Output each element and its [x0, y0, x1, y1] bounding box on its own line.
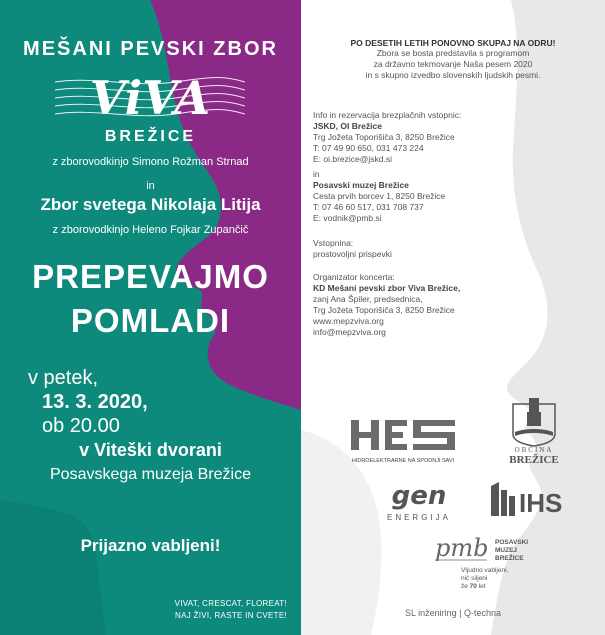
choir-leader-1: z zborovodkinjo Simono Rožman Strnad [52, 156, 249, 168]
pmb-tag3-post: let [476, 583, 486, 590]
org2-phone: T: 07 46 60 517, 031 708 737 [313, 202, 424, 212]
organizer-email[interactable]: info@mepzviva.org [313, 327, 386, 337]
org2-name: Posavski muzej Brežice [313, 180, 409, 190]
pmb-line1: POSAVSKI [495, 539, 529, 546]
pmb-word: pmb [435, 534, 489, 562]
concert-day: v petek, [28, 367, 99, 389]
org2-address: Cesta prvih borcev 1, 8250 Brežice [313, 191, 446, 201]
hes-logo [351, 414, 456, 466]
intro-line1: Zbora se bosta predstavila s programom [376, 48, 530, 58]
concert-title-line2: POMLADI [70, 302, 231, 339]
obcina-brezice-logo [499, 394, 569, 464]
guest-choir-name: Zbor svetega Nikolaja Litija [40, 195, 261, 214]
organizer-info [313, 272, 460, 338]
motto-line2: NAJ ŽIVI, RASTE IN CVETE! [175, 611, 287, 620]
date-block [28, 366, 148, 438]
organizer-title: Organizator koncerta: [313, 272, 395, 282]
info-conjunction: in [313, 169, 320, 179]
right-panel [301, 0, 605, 635]
gen-word: gen [391, 481, 447, 511]
motto-line1: VIVAT, CRESCAT, FLOREAT! [174, 599, 287, 608]
organizer-web[interactable]: www.mepzviva.org [313, 316, 384, 326]
entry-title: Vstopnina: [313, 238, 354, 248]
left-panel [0, 0, 301, 635]
concert-date: 13. 3. 2020, [42, 391, 148, 413]
org1-address: Trg Jožeta Toporišiča 3, 8250 Brežice [313, 132, 455, 142]
pmb-logo [431, 534, 551, 594]
concert-title-line1: PREPEVAJMO [32, 258, 269, 295]
pmb-tag3-pre: že [461, 583, 470, 590]
intro [313, 48, 593, 81]
concert-time: ob 20.00 [42, 415, 120, 437]
gen-energija-logo [379, 478, 461, 524]
gen-caption: ENERGIJA [386, 513, 452, 522]
footer-credits: SL inženiring | Q-techna [404, 608, 502, 618]
pmb-tag1: Vljudno vabljeni, [461, 567, 509, 574]
obcina-line1: OBČINA [514, 446, 554, 454]
ihs-logo [489, 482, 585, 516]
reservation-info [313, 110, 461, 224]
choir-leader-2: z zborovodkinjo Heleno Fojkar Zupančič [52, 224, 249, 236]
viva-logo-word: ViVA [89, 71, 211, 125]
intro-line3: in s skupno izvedbo slovenskih ljudskih pesmi. [365, 70, 541, 80]
entry-value: prostovoljni prispevki [313, 249, 392, 259]
intro-line2: za državno tekmovanje Naša pesem 2020 [373, 59, 533, 69]
venue-hall: v Viteški dvorani [79, 440, 222, 460]
pmb-tag3-num: 70 [469, 583, 477, 590]
pmb-line3: BREŽICE [495, 555, 524, 562]
organizer-name: KD Mešani pevski zbor Viva Brežice, [313, 283, 461, 293]
org1-name: JSKD, OI Brežice [313, 121, 382, 131]
org2-email[interactable]: E: vodnik@pmb.si [313, 213, 382, 223]
pmb-tag3 [461, 583, 486, 590]
org1-phone: T: 07 49 90 650, 031 473 224 [313, 143, 424, 153]
choir-name: MEŠANI PEVSKI ZBOR [23, 38, 278, 60]
organizer-rep: zanj Ana Špiler, predsednica, [313, 294, 423, 304]
viva-logo [55, 62, 245, 132]
hes-caption: HIDROELEKTRARNE NA SPODNJI SAVI [351, 458, 455, 464]
ihs-text: IHS [519, 488, 563, 516]
venue-museum: Posavskega muzeja Brežice [50, 466, 251, 483]
entry-info [313, 238, 392, 260]
pmb-line2: MUZEJ [495, 547, 518, 554]
organizer-address: Trg Jožeta Toporišiča 3, 8250 Brežice [313, 305, 455, 315]
obcina-line2: BREŽICE [509, 454, 559, 464]
motto [175, 598, 287, 622]
org1-email[interactable]: E: oi.brezice@jskd.si [313, 154, 393, 164]
pmb-tag2: nič siljeni [461, 575, 488, 582]
headline: PO DESETIH LETIH PONOVNO SKUPAJ NA ODRU! [350, 38, 556, 48]
welcome-text: Prijazno vabljeni! [80, 536, 221, 555]
choir-town: BREŽICE [104, 128, 197, 145]
info-title: Info in rezervacija brezplačnih vstopnic: [313, 110, 462, 120]
conjunction-in: in [146, 180, 155, 192]
